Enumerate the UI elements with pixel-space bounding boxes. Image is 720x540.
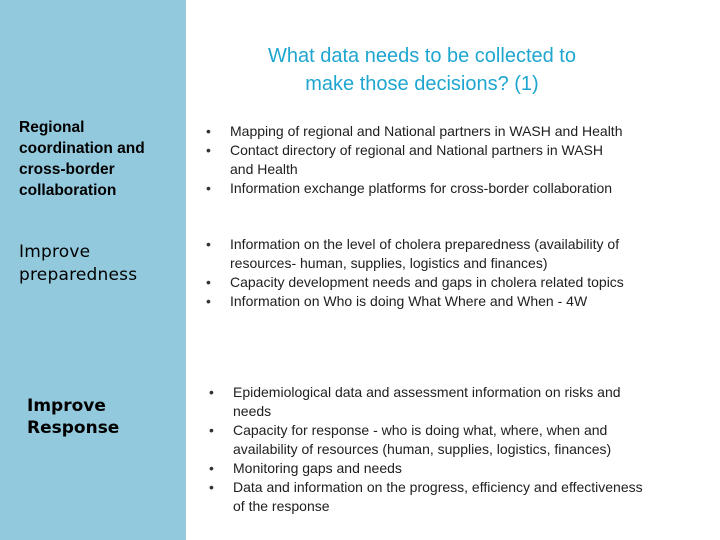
bullet-line: • Data and information on the progress, efficiency and effectiveness xyxy=(233,479,643,495)
bullet-line: • Epidemiological data and assessment information on risks and xyxy=(233,384,621,400)
title-line: What data needs to be collected to xyxy=(268,45,576,67)
bullet-line: • Capacity development needs and gaps in cholera related topics xyxy=(230,274,624,290)
label-line: Response xyxy=(27,418,120,438)
bullet-item xyxy=(206,292,706,311)
bullet-line: and Health xyxy=(230,161,298,177)
label-line: Regional xyxy=(19,119,85,136)
bullet-line: • Monitoring gaps and needs xyxy=(233,460,402,476)
bullet-item xyxy=(206,141,706,179)
bullet-item xyxy=(209,459,717,478)
bullet-item xyxy=(206,235,706,273)
bullet-line: needs xyxy=(233,403,272,419)
slide-title xyxy=(200,42,644,98)
bullet-list-improve-preparedness xyxy=(206,235,706,311)
label-line: preparedness xyxy=(19,265,138,285)
label-line: cross-border xyxy=(19,161,115,178)
label-line: coordination and xyxy=(19,140,145,157)
section-label-improve-response xyxy=(27,395,119,439)
bullet-item xyxy=(209,478,717,516)
bullet-line: resources- human, supplies, logistics and finances) xyxy=(230,255,548,271)
label-line: collaboration xyxy=(19,182,117,199)
bullet-line: • Information exchange platforms for cross-border collaboration xyxy=(230,180,613,196)
bullet-line: • Mapping of regional and National partners in WASH and Health xyxy=(230,123,623,139)
bullet-line: of the response xyxy=(233,498,330,514)
section-label-regional-coordination xyxy=(19,117,145,201)
bullet-line: availability of resources (human, supplies, logistics, finances) xyxy=(233,441,612,457)
label-line: Improve xyxy=(19,242,91,262)
bullet-item xyxy=(206,122,706,141)
bullet-list-improve-response xyxy=(209,383,717,516)
bullet-item xyxy=(209,421,717,459)
bullet-line: • Capacity for response - who is doing what, where, when and xyxy=(233,422,608,438)
bullet-line: • Information on the level of cholera preparedness (availability of xyxy=(230,236,620,252)
title-line: make those decisions? (1) xyxy=(305,73,539,95)
label-line: Improve xyxy=(27,396,106,416)
bullet-list-regional-coordination xyxy=(206,122,706,198)
bullet-item xyxy=(206,273,706,292)
bullet-item xyxy=(209,383,717,421)
bullet-line: • Contact directory of regional and National partners in WASH xyxy=(230,142,603,158)
section-label-improve-preparedness xyxy=(19,241,137,287)
bullet-item xyxy=(206,179,706,198)
bullet-line: • Information on Who is doing What Where and When - 4W xyxy=(230,293,588,309)
